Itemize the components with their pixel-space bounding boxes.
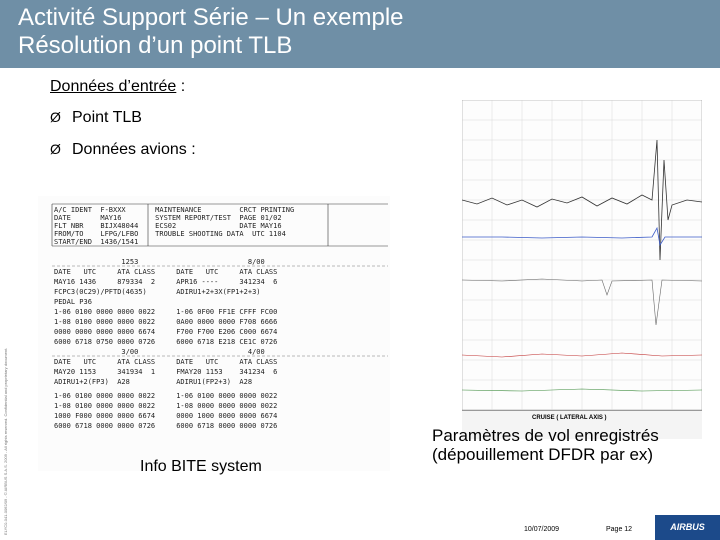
footer-page-number: Page 12 xyxy=(606,526,633,533)
bite-report-line: 1-06 0100 0000 0000 0022 1-06 0100 0000 0000 0022 xyxy=(54,392,278,400)
bite-report-line: A/C IDENT F-BXXX MAINTENANCE CRCT PRINTING xyxy=(54,206,295,214)
dfdr-caption-line2: (dépouillement DFDR par ex) xyxy=(432,445,654,464)
bite-report-line: 1000 F000 0000 0000 6674 0000 1000 0000 0000 6674 xyxy=(54,412,278,420)
bite-report-line: 1-08 0100 0000 0000 0022 1-08 0000 0000 0000 0022 xyxy=(54,402,278,410)
slide-title-line2: Résolution d’un point TLB xyxy=(18,32,293,59)
bite-report-line: MAY20 1153 341934 1 FMAY20 1153 341234 6 xyxy=(54,368,278,376)
bite-report-scan xyxy=(38,196,390,471)
arrow-bullet-icon: Ø xyxy=(50,109,61,125)
bite-report-line: 6000 6718 0750 0000 0726 6000 6718 E218 CE1C 0726 xyxy=(54,338,278,346)
bite-report-line: PEDAL P36 xyxy=(54,298,92,306)
section-heading xyxy=(50,78,185,96)
bite-report-line: FROM/TO LFPG/LFBO TROUBLE SHOOTING DATA UTC 1104 xyxy=(54,230,286,238)
section-label: Données d’entrée xyxy=(50,78,177,95)
section-suffix: : xyxy=(176,78,186,95)
dfdr-trace-plot xyxy=(462,100,702,410)
dfdr-plot-label: CRUISE ( LATERAL AXIS ) xyxy=(532,415,607,421)
vertical-copyright-text: ELYC0-041-0062/09 - © AIRBUS S.A.S. 2009 - All rights reserved. Confidential and proprietary document. xyxy=(3,347,8,535)
bite-report-line: 0000 0000 0000 0000 6674 F700 F700 E206 C000 6674 xyxy=(54,328,278,336)
bite-report-line: DATE UTC ATA CLASS DATE UTC ATA CLASS xyxy=(54,268,278,276)
bite-report-line: DATE UTC ATA CLASS DATE UTC ATA CLASS xyxy=(54,358,278,366)
bullet-text: Données avions : xyxy=(72,141,196,158)
bite-report-line: DATE MAY16 SYSTEM REPORT/TEST PAGE 01/02 xyxy=(54,214,282,222)
bite-report-line: START/END 1436/1541 xyxy=(54,238,139,246)
bite-report-line: 1-06 0100 0000 0000 0022 1-06 0F00 FF1E CFFF FC00 xyxy=(54,308,278,316)
slide-title-line1: Activité Support Série – Un exemple xyxy=(18,4,404,31)
bite-report-line: MAY16 1436 879334 2 APR16 ---- 341234 6 xyxy=(54,278,278,286)
title-bar xyxy=(0,0,720,68)
footer-date: 10/07/2009 xyxy=(524,526,560,533)
bite-report-line: FLT NBR BIJX48044 ECS02 DATE MAY16 xyxy=(54,222,282,230)
bite-report-line: 6000 6718 0000 0000 0726 6000 6718 0000 0000 0726 xyxy=(54,422,278,430)
bullet-aircraft-data xyxy=(50,141,196,159)
bite-report-line: 1253 8/00 xyxy=(54,258,265,266)
bullet-text: Point TLB xyxy=(72,109,142,126)
dfdr-caption xyxy=(432,426,659,464)
bite-caption: Info BITE system xyxy=(140,458,262,475)
bite-report-line: FCPC3(0C29)/PFTD(4635) ADIRU1+2+3X(FP1+2+3) xyxy=(54,288,261,296)
bullet-point-tlb xyxy=(50,109,142,127)
bite-report-line: ADIRU1+2(FP3) A28 ADIRU1(FP2+3) A28 xyxy=(54,378,253,386)
bite-report-line: 1-08 0100 0000 0000 0022 0A00 0000 0000 F708 6666 xyxy=(54,318,278,326)
airbus-logo: AIRBUS xyxy=(655,515,720,540)
dfdr-caption-line1: Paramètres de vol enregistrés xyxy=(432,426,659,445)
dfdr-trace-svg xyxy=(462,100,702,410)
bite-report-line: 3/00 4/00 xyxy=(54,348,265,356)
arrow-bullet-icon: Ø xyxy=(50,141,61,157)
